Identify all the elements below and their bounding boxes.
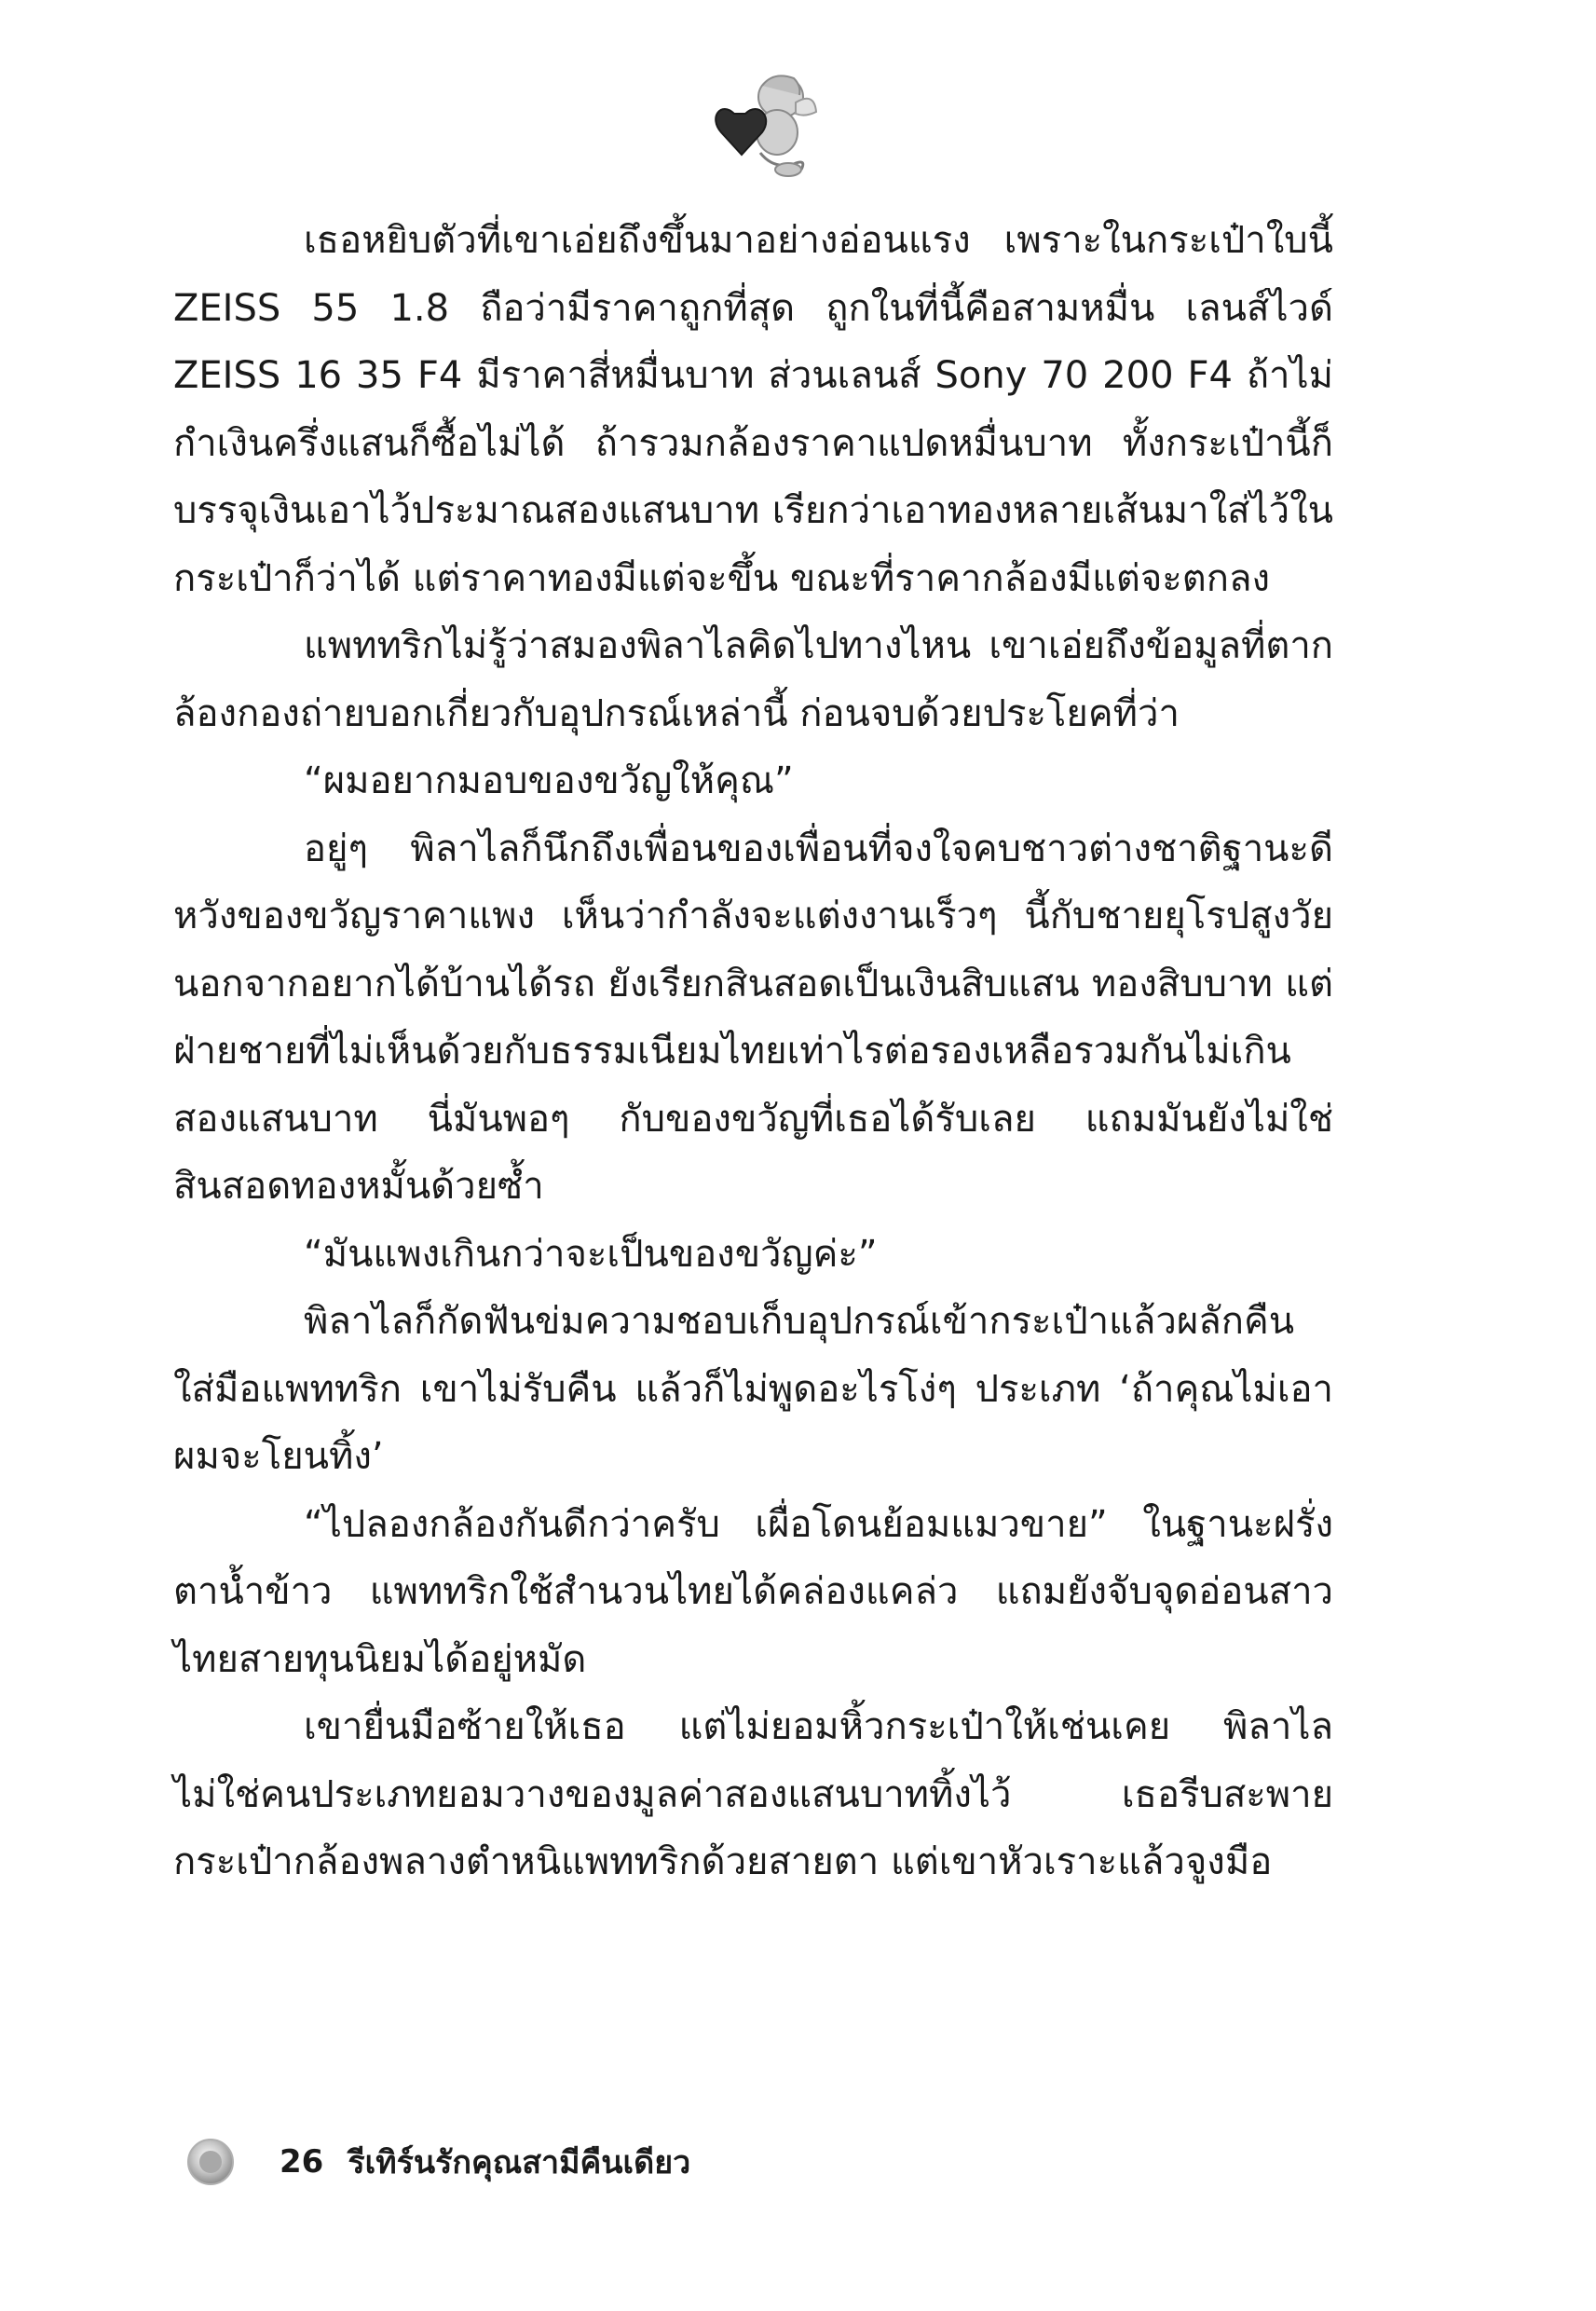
paragraph: เธอหยิบตัวที่เขาเอ่ยถึงขึ้นมาอย่างอ่อนแรง เพราะในกระเป๋าใบนี้ ZEISS 55 1.8 ถือว่ามีราคาถูกที่สุด ถูกในที่นี้คือสามหมื่น เลนส์ไวด์ ZEISS 16 35 F4 มีราคาสี่หมื่นบาท ส่วนเลนส์ Sony 70 200 F4 ถ้าไม่กำเงินครึ่งแสนก็ซื้อไม่ได้ ถ้ารวมกล้องราคาแปดหมื่นบาท ทั้งกระเป๋านี้ก็บรรจุเงินเอาไว้ประมาณสองแสนบาท เรียกว่าเอาทองหลายเส้นมาใส่ไว้ในกระเป๋าก็ว่าได้ แต่ราคาทองมีแต่จะขึ้น ขณะที่ราคากล้องมีแต่จะตกลง bbox=[173, 219, 1333, 600]
paragraph: อยู่ๆ พิลาไลก็นึกถึงเพื่อนของเพื่อนที่จงใจคบชาวต่างชาติฐานะดีหวังของขวัญราคาแพง เห็นว่ากำลังจะแต่งงานเร็วๆ นี้กับชายยุโรปสูงวัยนอกจากอยากได้บ้านได้รถ ยังเรียกสินสอดเป็นเงินสิบแสน ทองสิบบาท แต่ฝ่ายชายที่ไม่เห็นด้วยกับธรรมเนียมไทยเท่าไรต่อรองเหลือรวมกันไม่เกินสองแสนบาท นี่มันพอๆ กับของขวัญที่เธอได้รับเลย แถมมันยังไม่ใช่สินสอดทองหมั้นด้วยซ้ำ bbox=[173, 827, 1333, 1208]
round-disc-icon bbox=[186, 2138, 235, 2186]
cherub-with-heart-icon bbox=[708, 65, 820, 182]
page-footer bbox=[186, 2134, 690, 2190]
book-title: รีเทิร์นรักคุณสามีคืนเดียว bbox=[348, 2144, 691, 2181]
paragraph: เขายื่นมือซ้ายให้เธอ แต่ไม่ยอมหิ้วกระเป๋าให้เช่นเคย พิลาไลไม่ใช่คนประเภทยอมวางของมูลค่าสองแสนบาททิ้งไว้ เธอรีบสะพายกระเป๋ากล้องพลางตำหนิแพททริกด้วยสายตา แต่เขาหัวเราะแล้วจูงมือ bbox=[173, 1705, 1333, 1883]
body-text bbox=[173, 207, 1333, 1896]
dialogue-paragraph: “มันแพงเกินกว่าจะเป็นของขวัญค่ะ” bbox=[304, 1232, 878, 1276]
dialogue-paragraph: “ไปลองกล้องกันดีกว่าครับ เผื่อโดนย้อมแมวขาย” ในฐานะฝรั่งตาน้ำข้าว แพททริกใช้สำนวนไทยได้คล่องแคล่ว แถมยังจับจุดอ่อนสาวไทยสายทุนนิยมได้อยู่หมัด bbox=[173, 1502, 1333, 1681]
paragraph: พิลาไลก็กัดฟันข่มความชอบเก็บอุปกรณ์เข้ากระเป๋าแล้วผลักคืนใส่มือแพททริก เขาไม่รับคืน แล้วก็ไม่พูดอะไรโง่ๆ ประเภท ‘ถ้าคุณไม่เอาผมจะโยนทิ้ง’ bbox=[173, 1300, 1333, 1478]
dialogue-paragraph: “ผมอยากมอบของขวัญให้คุณ” bbox=[304, 759, 794, 802]
page-number: 26 bbox=[280, 2143, 324, 2181]
paragraph: แพททริกไม่รู้ว่าสมองพิลาไลคิดไปทางไหน เขาเอ่ยถึงข้อมูลที่ตากล้องกองถ่ายบอกเกี่ยวกับอุปกรณ์เหล่านี้ ก่อนจบด้วยประโยคที่ว่า bbox=[173, 624, 1333, 735]
